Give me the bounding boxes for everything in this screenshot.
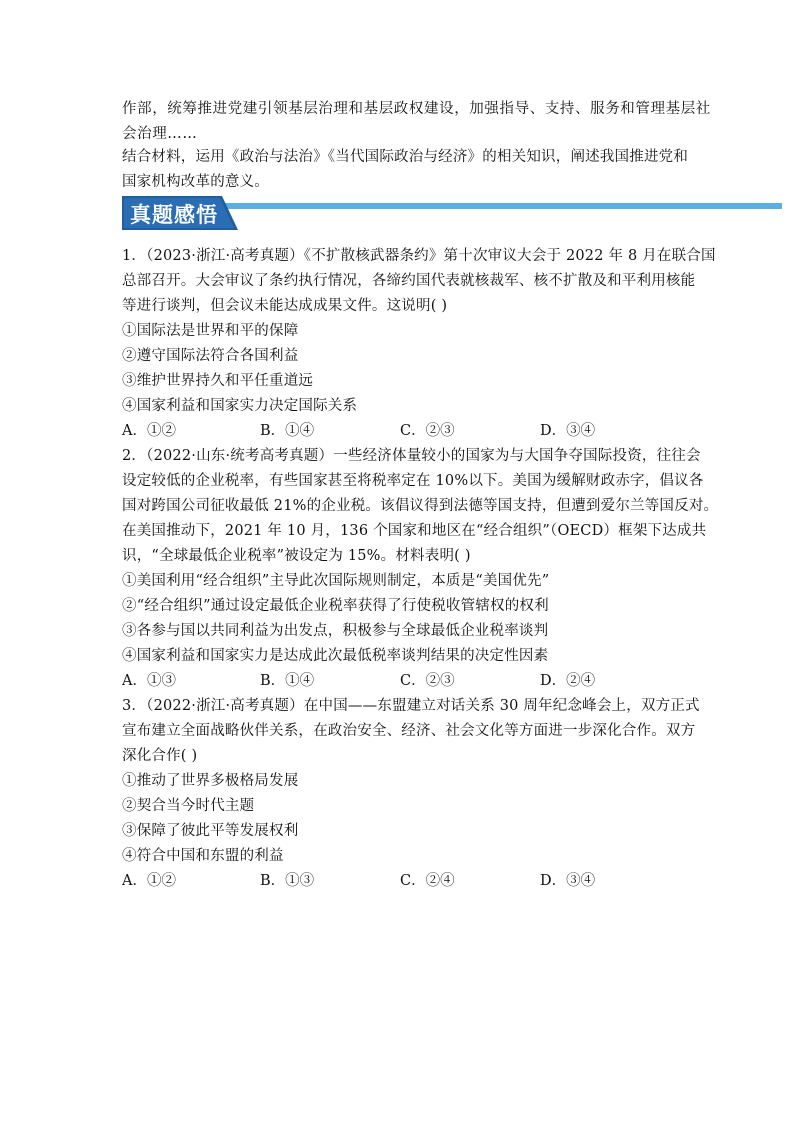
question-2-option-a: A．①③	[122, 673, 176, 689]
question-1-statement: ④国家利益和国家实力决定国际关系	[122, 398, 358, 414]
intro-line: 会治理……	[122, 126, 198, 142]
question-3-statement: ③保障了彼此平等发展权利	[122, 823, 299, 839]
question-1-option-b: B．①④	[260, 423, 315, 439]
question-3-statement: ①推动了世界多极格局发展	[122, 773, 299, 789]
question-2-stem-line: 识，“全球最低企业税率”被设定为 15%。材料表明( )	[122, 548, 471, 564]
section-title: 真题感悟	[130, 203, 218, 227]
question-2-option-c: C．②③	[400, 673, 455, 689]
question-1-statement: ①国际法是世界和平的保障	[122, 323, 299, 339]
banner-accent-bar	[222, 203, 782, 209]
question-1-stem-line: 1．（2023·浙江·高考真题）《不扩散核武器条约》第十次审议大会于 2022 年 8 月在联合国	[122, 248, 716, 264]
question-1-stem-line: 等进行谈判，但会议未能达成成果文件。这说明( )	[122, 298, 448, 314]
question-2-option-b: B．①④	[260, 673, 315, 689]
question-2-stem-line: 2．（2022·山东·统考高考真题）一些经济体量较小的国家为与大国争夺国际投资，往往会	[122, 448, 701, 464]
intro-line: 作部，统筹推进党建引领基层治理和基层政权建设，加强指导、支持、服务和管理基层社	[122, 101, 711, 117]
intro-line: 结合材料，运用《政治与法治》《当代国际政治与经济》的相关知识，阐述我国推进党和	[122, 149, 689, 165]
question-2-statement: ②“经合组织”通过设定最低企业税率获得了行使税收管辖权的权利	[122, 598, 549, 614]
section-banner	[122, 196, 782, 232]
question-1-option-d: D．③④	[540, 423, 596, 439]
question-3-option-a: A．①②	[122, 873, 176, 889]
question-3-option-c: C．②④	[400, 873, 455, 889]
question-3-statement: ④符合中国和东盟的利益	[122, 848, 284, 864]
question-3-option-d: D．③④	[540, 873, 596, 889]
question-3-option-b: B．①③	[260, 873, 315, 889]
question-3-stem-line: 深化合作( )	[122, 748, 198, 764]
question-2-statement: ③各参与国以共同利益为出发点，积极参与全球最低企业税率谈判	[122, 623, 549, 639]
question-2-stem-line: 在美国推动下，2021 年 10 月，136 个国家和地区在“经合组织”（OECD）框架下达成共	[122, 523, 707, 539]
question-3-stem-line: 宣布建立全面战略伙伴关系，在政治安全、经济、社会文化等方面进一步深化合作。双方	[122, 723, 696, 739]
question-3-statement: ②契合当今时代主题	[122, 798, 255, 814]
question-2-stem-line: 国对跨国公司征收最低 21%的企业税。该倡议得到法德等国支持，但遭到爱尔兰等国反对。	[122, 498, 719, 514]
question-1-statement: ②遵守国际法符合各国利益	[122, 348, 299, 364]
section-badge	[122, 196, 238, 228]
question-1-option-a: A．①②	[122, 423, 176, 439]
question-2-statement: ①美国利用“经合组织”主导此次国际规则制定，本质是“美国优先”	[122, 573, 550, 589]
question-1-option-c: C．②③	[400, 423, 455, 439]
question-2-stem-line: 设定较低的企业税率，有些国家甚至将税率定在 10%以下。美国为缓解财政赤字，倡议各	[122, 473, 704, 489]
question-2-option-d: D．②④	[540, 673, 596, 689]
question-1-statement: ③维护世界持久和平任重道远	[122, 373, 314, 389]
question-3-stem-line: 3．（2022·浙江·高考真题）在中国——东盟建立对话关系 30 周年纪念峰会上，双方正式	[122, 698, 700, 714]
question-2-statement: ④国家利益和国家实力是达成此次最低税率谈判结果的决定性因素	[122, 648, 549, 664]
intro-line: 国家机构改革的意义。	[122, 174, 269, 190]
question-1-stem-line: 总部召开。大会审议了条约执行情况，各缔约国代表就核裁军、核不扩散及和平利用核能	[122, 273, 696, 289]
